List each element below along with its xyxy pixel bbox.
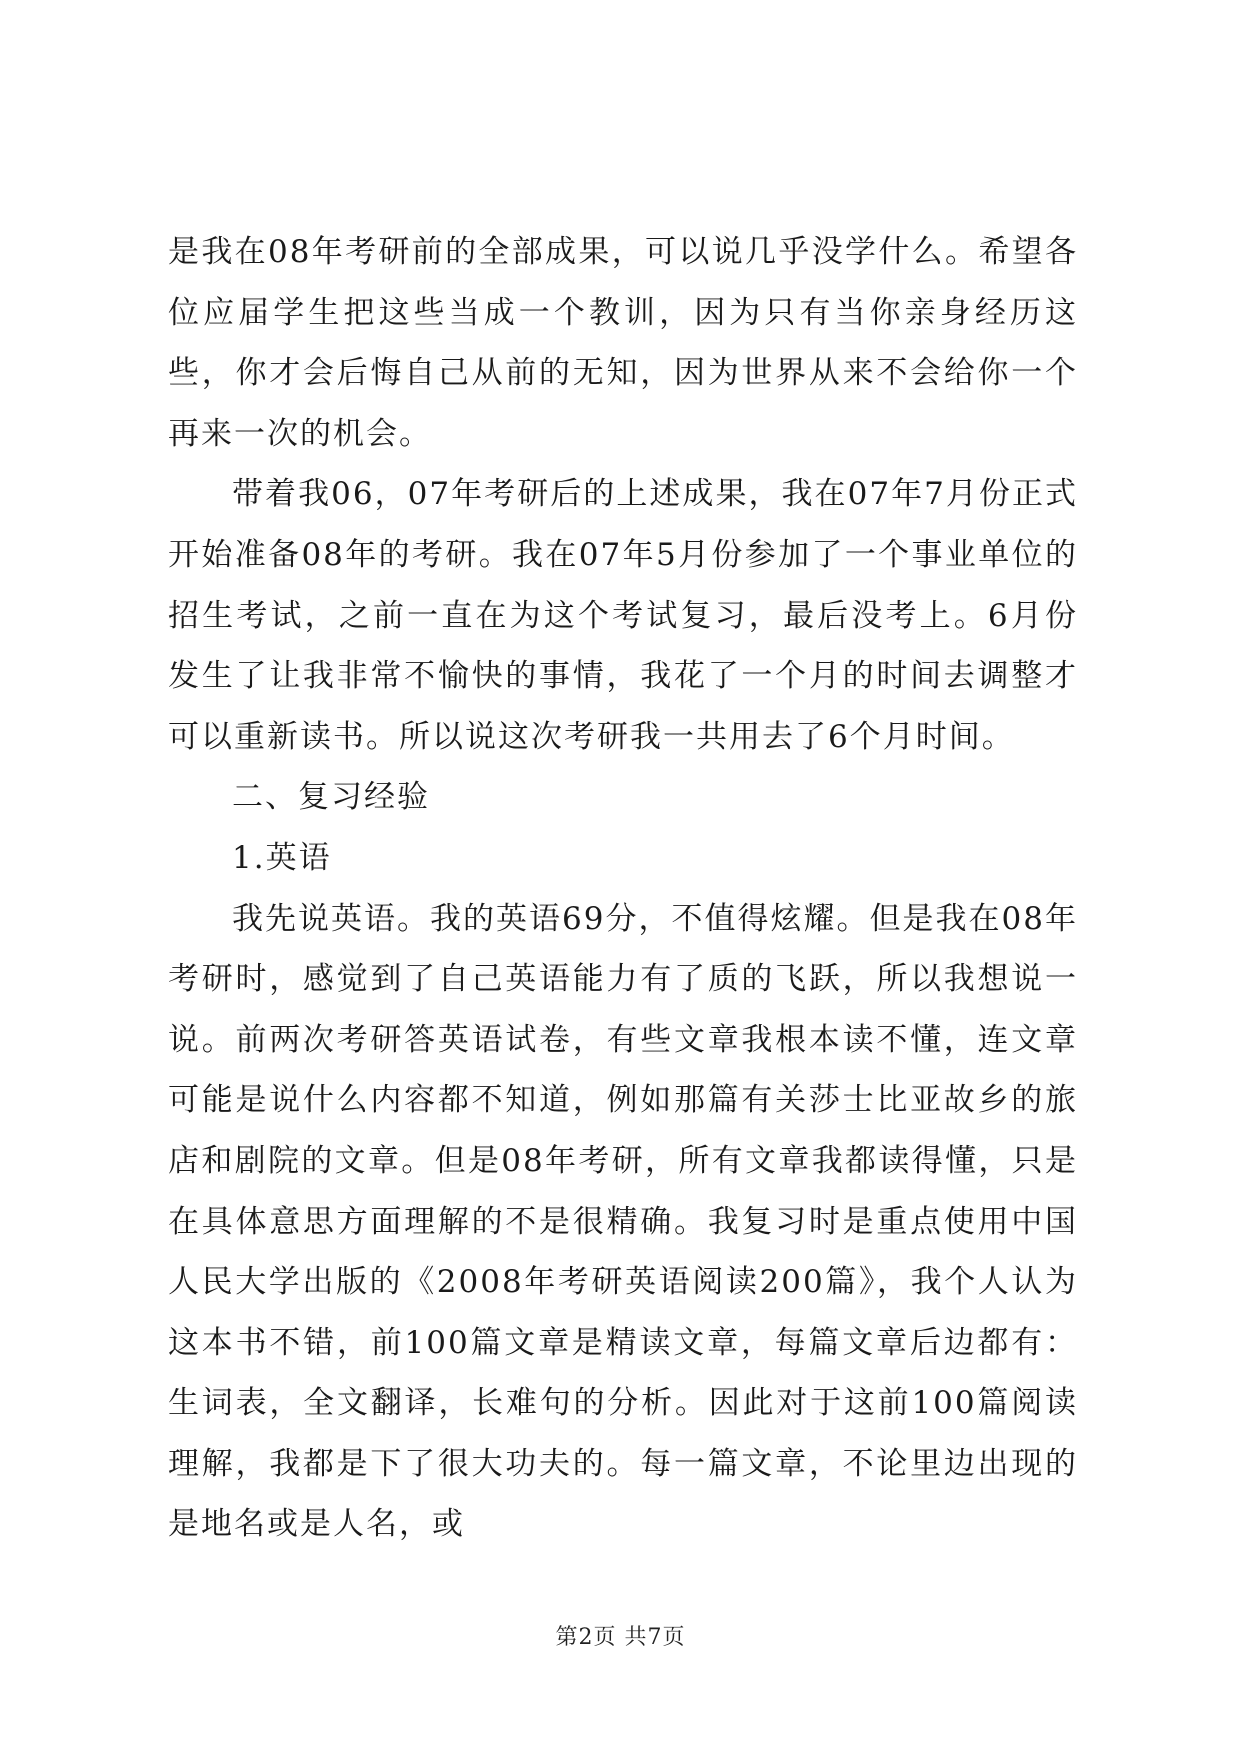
page-footer: 第2页 共7页 <box>555 1625 686 1650</box>
paragraph-english: 我先说英语。我的英语69分，不值得炫耀。但是我在08年考研时，感觉到了自己英语能力有了质的飞跃，所以我想说一说。前两次考研答英语试卷，有些文章我根本读不懂，连文章可能是说什么内容都不知道，例如那篇有关莎士比亚故乡的旅店和剧院的文章。但是08年考研，所有文章我都读得懂，只是在具体意思方面理解的不是很精确。我复习时是重点使用中国人民大学出版的《2008年考研英语阅读200篇》，我个人认为这本书不错，前100篇文章是精读文章，每篇文章后边都有：生词表，全文翻译，长难句的分析。因此对于这前100篇阅读理解，我都是下了很大功夫的。每一篇文章，不论里边出现的是地名或是人名，或 <box>168 900 1078 1543</box>
body-text <box>168 222 1078 1555</box>
subsection-heading-english: 1.英语 <box>232 839 332 876</box>
section-heading-review-experience: 二、复习经验 <box>232 779 430 816</box>
paragraph-preparation: 带着我06，07年考研后的上述成果，我在07年7月份正式开始准备08年的考研。我在07年5月份参加了一个事业单位的招生考试，之前一直在为这个考试复习，最后没考上。6月份发生了让我非常不愉快的事情，我花了一个月的时间去调整才可以重新读书。所以说这次考研我一共用去了6个月时间。 <box>168 476 1078 755</box>
paragraph-continuation: 是我在08年考研前的全部成果，可以说几乎没学什么。希望各位应届学生把这些当成一个教训，因为只有当你亲身经历这些，你才会后悔自己从前的无知，因为世界从来不会给你一个再来一次的机会。 <box>168 234 1078 452</box>
